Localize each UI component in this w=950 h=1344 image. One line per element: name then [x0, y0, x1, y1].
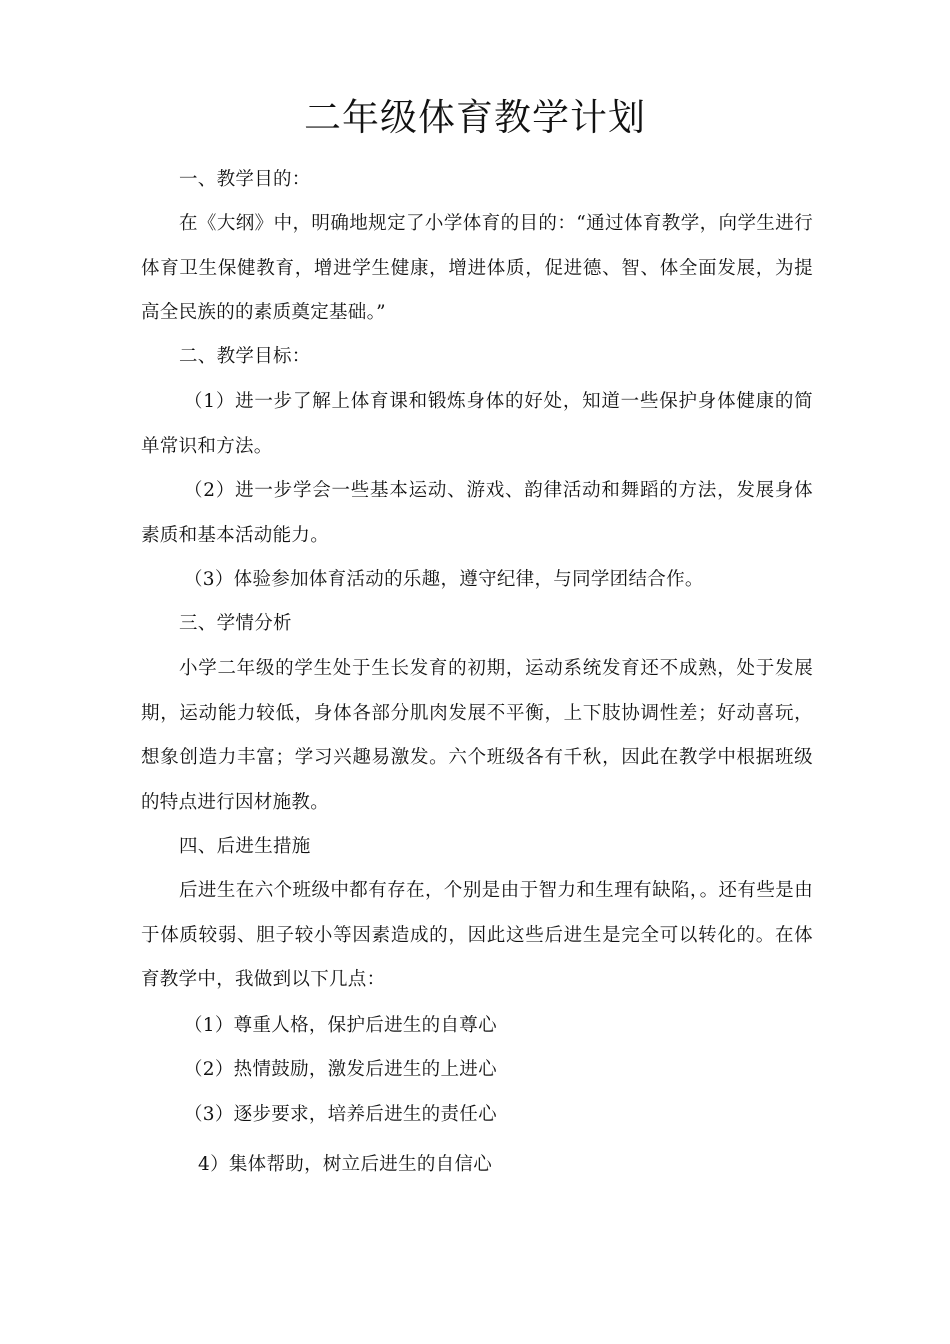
document-title: 二年级体育教学计划	[304, 96, 646, 139]
section-4-item-2: （2）热情鼓励，激发后进生的上进心	[184, 1059, 497, 1080]
section-2-item-1: （1）进一步了解上体育课和锻炼身体的好处，知道一些保护身体健康的简单常识和方法。	[141, 391, 813, 457]
section-4-item-1: （1）尊重人格，保护后进生的自尊心	[184, 1015, 497, 1036]
section-2-heading: 二、教学目标：	[179, 346, 311, 367]
section-3-body: 小学二年级的学生处于生长发育的初期，运动系统发育还不成熟，处于发展期，运动能力较低，身体各部分肌肉发展不平衡，上下肢协调性差；好动喜玩，想象创造力丰富；学习兴趣易激发。六个班级各有千秋，因此在教学中根据班级的特点进行因材施教。	[141, 658, 813, 813]
section-4-item-4: 4）集体帮助，树立后进生的自信心	[198, 1154, 493, 1175]
section-1-heading: 一、教学目的：	[179, 169, 311, 190]
section-3-heading: 三、学情分析	[179, 613, 292, 634]
section-4-item-3: （3）逐步要求，培养后进生的责任心	[184, 1104, 497, 1125]
section-1-body: 在《大纲》中，明确地规定了小学体育的目的：“通过体育教学，向学生进行体育卫生保健教育，增进学生健康，增进体质，促进德、智、体全面发展，为提高全民族的的素质奠定基础。”	[141, 213, 813, 323]
section-2-item-2: （2）进一步学会一些基本运动、游戏、韵律活动和舞蹈的方法，发展身体素质和基本活动能力。	[141, 480, 813, 546]
section-2-item-3: （3）体验参加体育活动的乐趣，遵守纪律，与同学团结合作。	[184, 569, 704, 590]
section-4-heading: 四、后进生措施	[179, 836, 311, 857]
section-4-body: 后进生在六个班级中都有存在，个别是由于智力和生理有缺陷，。还有些是由于体质较弱、胆子较小等因素造成的，因此这些后进生是完全可以转化的。在体育教学中，我做到以下几点：	[141, 880, 813, 990]
